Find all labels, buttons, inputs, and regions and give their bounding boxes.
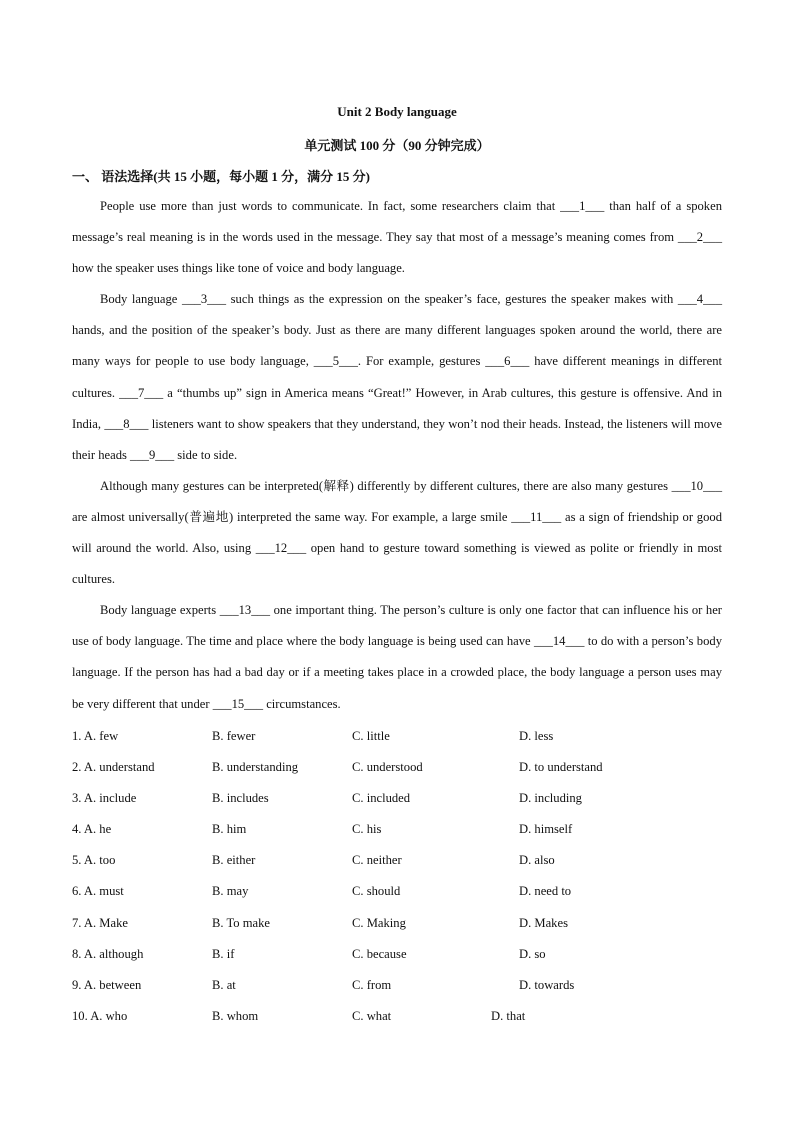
question-option-a: 3. A. include: [72, 791, 137, 806]
option-d: D. including: [519, 791, 582, 806]
option-d: D. need to: [519, 884, 572, 899]
question-option-a: 1. A. few: [72, 729, 119, 743]
question-option-a: 2. A. understand: [72, 760, 155, 775]
option-b: B. at: [212, 977, 236, 992]
option-b: B. fewer: [212, 729, 256, 743]
page-title: Unit 2 Body language: [337, 104, 457, 119]
option-c: C. his: [352, 822, 382, 837]
question-option-a: 9. A. between: [72, 977, 142, 992]
option-row: [72, 787, 722, 818]
option-c: C. what: [352, 1008, 392, 1023]
option-c: C. Making: [352, 915, 406, 930]
question-option-a: 8. A. although: [72, 946, 144, 961]
option-row: [72, 880, 722, 911]
option-b: B. either: [212, 853, 256, 868]
option-d: D. so: [519, 946, 546, 961]
option-d: D. to understand: [519, 760, 603, 775]
section-heading: 一、 语法选择(共 15 小题，每小题 1 分，满分 15 分): [72, 169, 370, 184]
option-row: [72, 943, 722, 974]
option-row: [72, 725, 722, 756]
reading-passage: [72, 191, 722, 720]
option-c: C. neither: [352, 853, 402, 868]
option-b: B. may: [212, 884, 249, 899]
option-row: [72, 818, 722, 849]
option-b: B. him: [212, 822, 247, 837]
option-d: D. himself: [519, 822, 573, 837]
option-b: B. includes: [212, 791, 269, 806]
question-option-a: 7. A. Make: [72, 915, 128, 930]
option-c: C. little: [352, 729, 390, 743]
passage-paragraph: Although many gestures can be interpreted(解释) differently by different cultures, there are also many gestures ___10___ are almost universally(普遍地) interpreted the same way. For example, a large smile ___11___ as a sign of friendship or good will around the world. Also, using ___12___ open hand to gesture toward something is viewed as polite or friendly in most cultures.: [72, 478, 722, 587]
passage-paragraph: Body language ___3___ such things as the expression on the speaker’s face, gestures the speaker makes with ___4___ hands, and the position of the speaker’s body. Just as there are many different languages spoken around the world, there are many ways for people to use body language, ___5___. For example, gestures ___6___ have different meanings in different cultures. ___7___ a “thumbs up” sign in America means “Great!” However, in Arab cultures, this gesture is offensive. And in India, ___8___ listeners want to show speakers that they understand, they won’t nod their heads. Instead, the listeners will move their heads ___9___ side to side.: [72, 292, 722, 462]
option-d: D. towards: [519, 977, 575, 992]
option-c: C. from: [352, 977, 392, 992]
option-row: [72, 974, 722, 1005]
option-d: D. also: [519, 853, 555, 868]
option-c: C. should: [352, 884, 401, 899]
option-d: D. that: [491, 1008, 526, 1023]
option-c: C. understood: [352, 760, 423, 775]
option-d: D. less: [519, 729, 554, 743]
option-row: [72, 756, 722, 787]
option-c: C. included: [352, 791, 411, 806]
option-b: B. understanding: [212, 760, 299, 775]
question-option-a: 4. A. he: [72, 822, 112, 837]
option-row: [72, 849, 722, 880]
test-subtitle: 单元测试 100 分（90 分钟完成）: [304, 138, 490, 153]
option-b: B. if: [212, 946, 235, 961]
option-row: [72, 1005, 722, 1036]
option-c: C. because: [352, 946, 407, 961]
passage-paragraph: People use more than just words to communicate. In fact, some researchers claim that ___1___ than half of a spoken message’s real meaning is in the words used in the message. They say that most of a message’s meaning comes from ___2___ how the speaker uses things like tone of voice and body language.: [72, 199, 722, 276]
option-row: [72, 912, 722, 943]
question-option-a: 6. A. must: [72, 884, 124, 899]
question-option-a: 10. A. who: [72, 1008, 128, 1023]
question-option-a: 5. A. too: [72, 853, 116, 868]
option-d: D. Makes: [519, 915, 568, 930]
option-b: B. To make: [212, 915, 270, 930]
option-b: B. whom: [212, 1008, 259, 1023]
answer-options: [72, 725, 722, 1036]
passage-paragraph: Body language experts ___13___ one important thing. The person’s culture is only one factor that can influence his or her use of body language. The time and place where the body language is being used can have ___14___ to do with a person’s body language. If the person has had a bad day or if a meeting takes place in a crowded place, the body language a person uses may be very different that under ___15___ circumstances.: [72, 603, 722, 711]
